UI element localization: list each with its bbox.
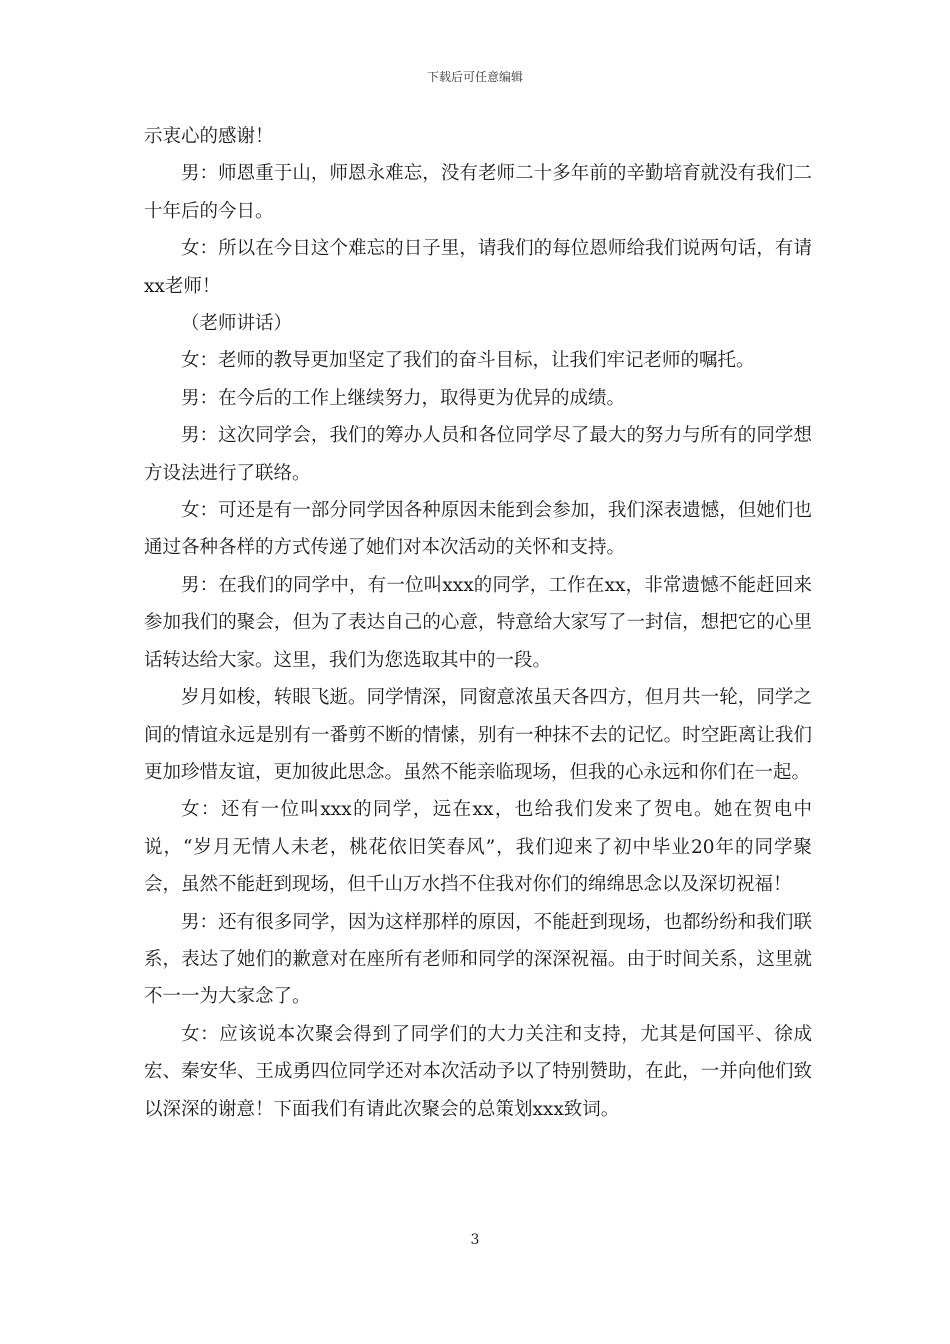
- paragraph: 女：还有一位叫xxx的同学，远在xx，也给我们发来了贺电。她在贺电中说，“岁月无情人未老，桃花依旧笑春风”，我们迎来了初中毕业20年的同学聚会，虽然不能赶到现场，但千山万水挡不住我对你们的绵绵思念以及深切祝福！: [144, 799, 812, 896]
- paragraph: 女：所以在今日这个难忘的日子里，请我们的每位恩师给我们说两句话，有请xx老师！: [144, 238, 812, 297]
- paragraph: （老师讲话）: [181, 313, 293, 335]
- paragraph: 女：应该说本次聚会得到了同学们的大力关注和支持，尤其是何国平、徐成宏、秦安华、王成勇四位同学还对本次活动予以了特别赞助，在此，一并向他们致以深深的谢意！下面我们有请此次聚会的总策划xxx致词。: [144, 1023, 812, 1120]
- paragraph: 男：师恩重于山，师恩永难忘，没有老师二十多年前的辛勤培育就没有我们二十年后的今日。: [144, 163, 812, 222]
- paragraph: 示衷心的感谢！: [144, 126, 274, 147]
- paragraph: 岁月如梭，转眼飞逝。同学情深，同窗意浓虽天各四方，但月共一轮，同学之间的情谊永远是别有一番剪不断的情愫，别有一种抹不去的记忆。时空距离让我们更加珍惜友谊，更加彼此思念。虽然不能亲临现场，但我的心永远和你们在一起。: [144, 687, 812, 783]
- paragraph: 男：在我们的同学中，有一位叫xxx的同学，工作在xx，非常遗憾不能赶回来参加我们的聚会，但为了表达自己的心意，特意给大家写了一封信，想把它的心里话转达给大家。这里，我们为您选取其中的一段。: [144, 574, 812, 671]
- paragraph: 男：还有很多同学，因为这样那样的原因，不能赶到现场，也都纷纷和我们联系，表达了她们的歉意对在座所有老师和同学的深深祝福。由于时间关系，这里就不一一为大家念了。: [144, 911, 812, 1008]
- paragraph: 男：在今后的工作上继续努力，取得更为优异的成绩。: [181, 387, 626, 409]
- paragraph: 女：老师的教导更加坚定了我们的奋斗目标，让我们牢记老师的嘱托。: [181, 350, 755, 372]
- document-body: [144, 118, 812, 1128]
- page-header: 下载后可任意编辑: [426, 70, 523, 84]
- paragraph: 女：可还是有一部分同学因各种原因未能到会参加，我们深表遗憾，但她们也通过各种各样的方式传递了她们对本次活动的关怀和支持。: [144, 500, 812, 559]
- paragraph: 男：这次同学会，我们的筹办人员和各位同学尽了最大的努力与所有的同学想方设法进行了联络。: [144, 425, 812, 484]
- page-number: 3: [470, 1232, 480, 1248]
